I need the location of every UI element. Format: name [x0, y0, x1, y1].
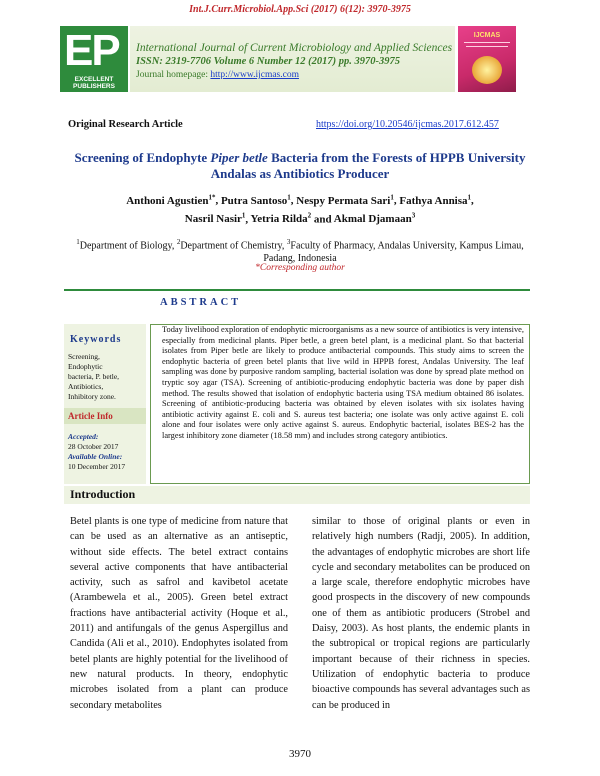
author: Putra Santoso$^1$: [220, 193, 291, 207]
keywords-list: [68, 352, 144, 402]
paper-title: Screening of Endophyte Piper betle Bacteria from the Forests of HPPB University Andalas as Antibiotics Producer: [74, 150, 526, 181]
keyword: Endophytic: [68, 362, 103, 371]
abstract-text: Today livelihood exploration of endophytic microorganisms as a new source of antibiotics is very intensive, especially from medicinal plants. Piper betle, a green betel plant, is a medicinal plant. So that bacterial isolates from Piper betle are likely to produce antibacterial compounds. This study aims to screen the endophytic bacteria of green betel plants that live wild in HPPB forest, Andalas University. The leaf sampling was done by purposive random sampling, bacterial isolation was done by spread plate method on tryptic soy agar (TSA). Screening of antibiotic-producing endophytic bacteria was done by paper dish method. The results showed that isolation of endophytic bacteria using TSA medium obtained 86 isolates. Screening of antibiotic-producing bacteria was obtained by eleven isolates with six isolates having antibiotic activity against E. coli and S. aureus test bacteria; one isolate was only active against E. coli alone and four isolates were only active against S. aureus. Endophytic bacterial, isolates BES-2 has the largest inhibitory zone diameter (18.58 mm) and includes strong category antibiotics.: [162, 325, 524, 440]
keyword: Inhibitory zone.: [68, 392, 116, 401]
accepted-date: 28 October 2017: [68, 442, 119, 451]
keyword: Antibiotics,: [68, 382, 104, 391]
keywords-heading: Keywords: [70, 334, 122, 345]
affiliations: $^1$Department of Biology, $^2$Department of Chemistry, $^3$Faculty of Pharmacy, Andalas University, Kampus Limau, Padang, Indonesia: [76, 238, 524, 265]
journal-homepage: Journal homepage: http://www.ijcmas.com: [136, 70, 299, 80]
author: Yetria Rilda$^2$: [250, 211, 312, 226]
keyword: bacteria, P. betle,: [68, 372, 120, 381]
page-number: 3970: [289, 748, 311, 760]
logo-line-2: PUBLISHERS: [73, 83, 115, 90]
logo-letters: EP: [64, 26, 119, 75]
author: Nasril Nasir$^1$: [184, 211, 246, 226]
accepted-label: Accepted:: [68, 432, 99, 441]
online-date: 10 December 2017: [68, 462, 126, 471]
article-info: [68, 432, 144, 472]
article-info-heading: Article Info: [64, 408, 146, 424]
keyword: Screening,: [68, 352, 100, 361]
journal-citation: Int.J.Curr.Microbiol.App.Sci (2017) 6(12): 3970-3975: [189, 4, 411, 15]
corresponding-author-note: *Corresponding author: [255, 263, 345, 273]
body-column-left: Betel plants is one type of medicine from nature that can be used as an alternative as an antiseptic, without side effects. The betel extract contains several active components that have antibacterial activity, such as safrol and kavibetol acetate (Arambewela et al., 2005). Green betel extract fractions have antibacterial activity (Hoque et al., 2011) and antifungals of the genus Aspergillus and Candida (Ali et al., 2010). Endophytes isolated from betel plants are highly potential for the livelihood of new natural products. In theory, endophytic microbes isolated from a plant can produce secondary metabolites: [70, 516, 288, 711]
issn-line: ISSN: 2319-7706 Volume 6 Number 12 (2017) pp. 3970-3975: [136, 56, 400, 67]
author: Nespy Permata Sari$^1$: [296, 193, 394, 207]
cover-title: IJCMAS: [473, 32, 501, 39]
logo-line-1: EXCELLENT: [74, 76, 114, 83]
abstract-divider: [64, 289, 530, 291]
author: Fathya Annisa$^1$: [399, 193, 472, 207]
abstract-heading: ABSTRACT: [160, 297, 242, 308]
body-column-right: similar to those of original plants or even in relatively high numbers (Radji, 2005). In addition, the advantages of endophytic microbes are short life cycle and secondary metabolites can be produced on a large scale, therefore endophytic microbes have good prospects in the discovery of new compounds one of them as antibiotic producers (Strobel and Daisy, 2003). As host plants, the endemic plants in the subtropical or tropical regions are particularly important because of their richness in species. Utilization of endophytic bacteria to produce bioactive compounds has several advantages such as can be produced in: [312, 516, 530, 711]
journal-cover-image: [458, 26, 516, 92]
introduction-heading: Introduction: [70, 487, 136, 501]
online-label: Available Online:: [68, 452, 123, 461]
publisher-logo: [60, 26, 128, 92]
article-type: Original Research Article: [68, 119, 183, 130]
author-list: Anthoni Agustien$^{1*}$, Putra Santoso$^1$, Nespy Permata Sari$^1$, Fathya Annisa$^1$, Nasril Nasir$^1$, Yetria Rilda$^2$ and Akmal Djamaan$^3$: [126, 193, 474, 226]
author: Anthoni Agustien$^{1*}$: [126, 193, 216, 207]
journal-name: International Journal of Current Microbiology and Applied Sciences: [136, 42, 453, 54]
doi-link[interactable]: https://doi.org/10.20546/ijcmas.2017.612.457: [316, 119, 499, 130]
homepage-link[interactable]: http://www.ijcmas.com: [210, 70, 299, 80]
author: Akmal Djamaan$^3$: [333, 211, 416, 226]
